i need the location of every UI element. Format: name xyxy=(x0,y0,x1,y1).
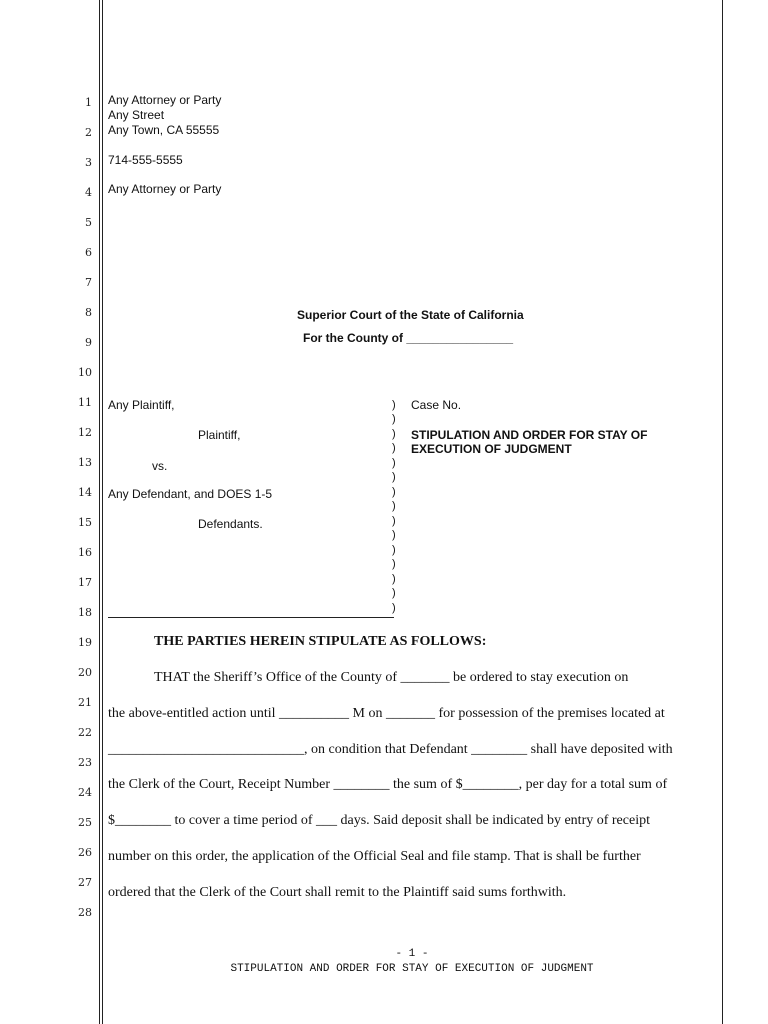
caption-paren: ) xyxy=(392,515,396,527)
caption-paren: ) xyxy=(392,442,396,454)
caption-paren: ) xyxy=(392,399,396,411)
caption-paren: ) xyxy=(392,587,396,599)
page-number: - 1 - xyxy=(395,948,429,960)
line-number: 26 xyxy=(78,846,92,859)
line-number: 19 xyxy=(78,636,92,649)
attorney-city: Any Town, CA 55555 xyxy=(108,123,220,137)
line-number: 13 xyxy=(78,456,92,469)
line-number: 5 xyxy=(85,216,92,229)
caption-paren: ) xyxy=(392,573,396,585)
line-number: 6 xyxy=(85,246,92,259)
caption-paren: ) xyxy=(392,602,396,614)
line-number: 8 xyxy=(85,306,92,319)
court-county: For the County of ________________ xyxy=(303,331,514,345)
line-number: 2 xyxy=(85,126,92,139)
versus: vs. xyxy=(152,459,168,473)
document-title-line-1: STIPULATION AND ORDER FOR STAY OF xyxy=(411,428,648,442)
body-line: $________ to cover a time period of ___ days. Said deposit shall be indicated by entry of receipt xyxy=(108,813,650,828)
line-number: 7 xyxy=(85,276,92,289)
footer-title: STIPULATION AND ORDER FOR STAY OF EXECUTION OF JUDGMENT xyxy=(230,963,594,975)
court-title: Superior Court of the State of California xyxy=(297,308,524,322)
line-number: 11 xyxy=(78,396,92,409)
caption-paren: ) xyxy=(392,529,396,541)
line-number: 15 xyxy=(78,516,92,529)
line-number: 20 xyxy=(78,666,92,679)
case-number-label: Case No. xyxy=(411,398,462,412)
line-number: 10 xyxy=(78,366,92,379)
right-margin-rule xyxy=(722,0,723,1024)
caption-underline xyxy=(108,617,394,618)
line-number: 25 xyxy=(78,816,92,829)
caption-paren: ) xyxy=(392,428,396,440)
line-number: 24 xyxy=(78,786,92,799)
caption-paren: ) xyxy=(392,500,396,512)
body-line: THAT the Sheriff’s Office of the County of _______ be ordered to stay execution on xyxy=(154,670,629,685)
defendant-role: Defendants. xyxy=(198,517,263,531)
line-number: 4 xyxy=(85,186,92,199)
attorney-for: Any Attorney or Party xyxy=(108,182,222,196)
plaintiff-name: Any Plaintiff, xyxy=(108,398,175,412)
caption-paren: ) xyxy=(392,486,396,498)
defendant-name: Any Defendant, and DOES 1-5 xyxy=(108,487,273,501)
body-line: the above-entitled action until __________ M on _______ for possession of the premises located at xyxy=(108,706,665,721)
plaintiff-role: Plaintiff, xyxy=(198,428,241,442)
caption-paren: ) xyxy=(392,471,396,483)
line-number: 18 xyxy=(78,606,92,619)
caption-paren: ) xyxy=(392,558,396,570)
line-number: 23 xyxy=(78,756,92,769)
line-number: 1 xyxy=(85,96,92,109)
line-number: 3 xyxy=(85,156,92,169)
attorney-name: Any Attorney or Party xyxy=(108,93,222,107)
body-line: number on this order, the application of the Official Seal and file stamp. That is shall be further xyxy=(108,849,641,864)
line-number: 21 xyxy=(78,696,92,709)
line-number: 14 xyxy=(78,486,92,499)
line-number: 12 xyxy=(78,426,92,439)
attorney-street: Any Street xyxy=(108,108,165,122)
line-number: 17 xyxy=(78,576,92,589)
document-title-line-2: EXECUTION OF JUDGMENT xyxy=(411,442,572,456)
line-number: 28 xyxy=(78,906,92,919)
attorney-phone: 714-555-5555 xyxy=(108,153,183,167)
caption-paren: ) xyxy=(392,413,396,425)
caption-paren: ) xyxy=(392,457,396,469)
left-margin-rule-outer xyxy=(99,0,100,1024)
line-number: 27 xyxy=(78,876,92,889)
line-number: 16 xyxy=(78,546,92,559)
left-margin-rule-inner xyxy=(102,0,103,1024)
caption-paren: ) xyxy=(392,544,396,556)
body-line: the Clerk of the Court, Receipt Number ________ the sum of $________, per day for a total sum of xyxy=(108,777,668,792)
body-line: ____________________________, on condition that Defendant ________ shall have deposited with xyxy=(108,742,673,757)
line-number: 22 xyxy=(78,726,92,739)
stipulation-heading: THE PARTIES HEREIN STIPULATE AS FOLLOWS: xyxy=(154,634,487,649)
line-number: 9 xyxy=(85,336,92,349)
body-line: ordered that the Clerk of the Court shall remit to the Plaintiff said sums forthwith. xyxy=(108,885,567,900)
